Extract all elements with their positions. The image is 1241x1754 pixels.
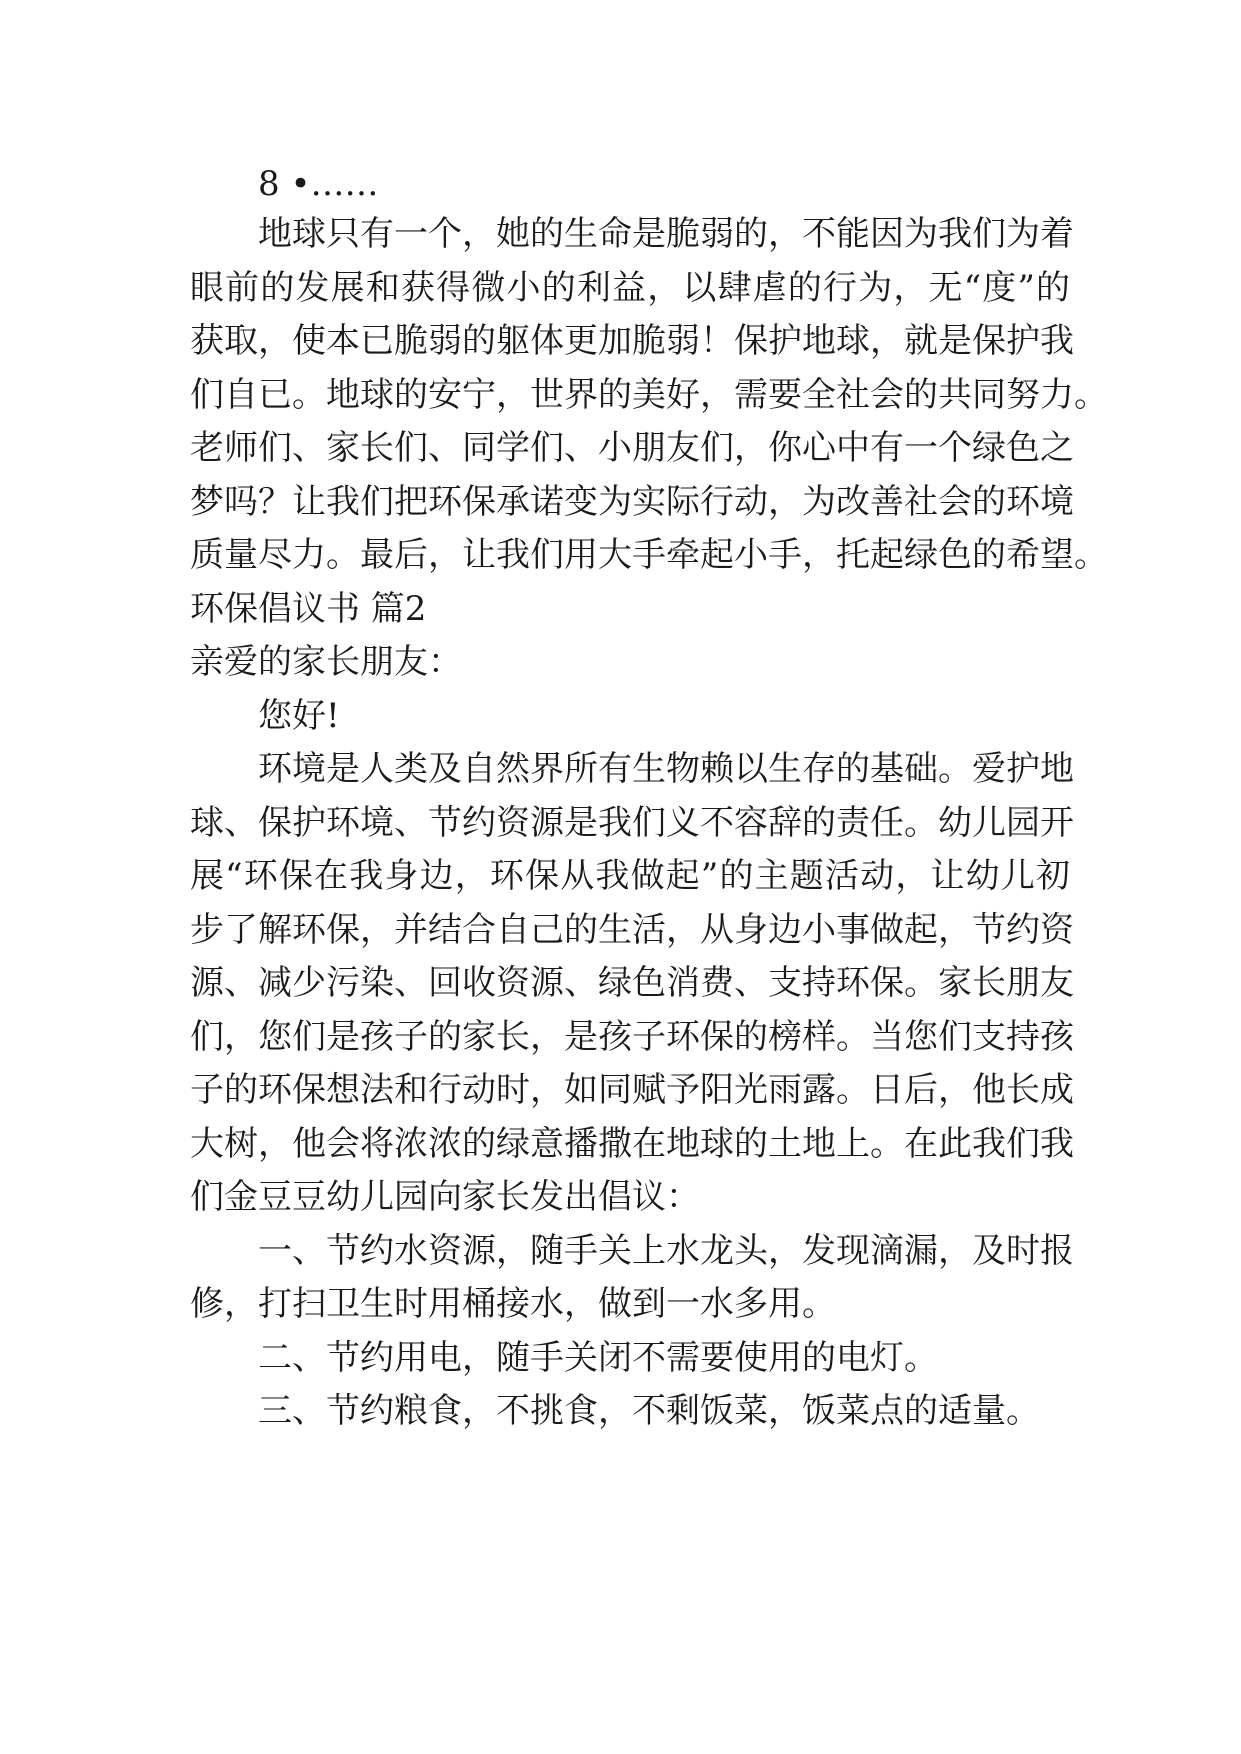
list-item: 三、节约粮食，不挑食，不剩饭菜，饭菜点的适量。 [258,1391,1040,1431]
section-title: 环保倡议书 篇2 [190,589,427,629]
paragraph-line: 环境是人类及自然界所有生物赖以生存的基础。爱护地 [258,749,1074,789]
paragraph-line: 们金豆豆幼儿园向家长发出倡议： [190,1177,700,1217]
paragraph-line: 们自已。地球的安宁，世界的美好，需要全社会的共同努力。 [190,375,1108,415]
list-item-marker: 8 •…… [258,164,379,204]
paragraph-line: 子的环保想法和行动时，如同赋予阳光雨露。日后，他长成 [190,1070,1074,1110]
paragraph-line: 步了解环保，并结合自己的生活，从身边小事做起，节约资 [190,910,1074,950]
paragraph-line: 梦吗？让我们把环保承诺变为实际行动，为改善社会的环境 [190,482,1074,522]
paragraph-line: 大树，他会将浓浓的绿意播撒在地球的土地上。在此我们我 [190,1124,1074,1164]
list-item: 一、节约水资源，随手关上水龙头，发现滴漏，及时报 [258,1231,1074,1271]
paragraph-line: 展“环保在我身边，环保从我做起”的主题活动，让幼儿初 [190,856,1070,896]
salutation: 亲爱的家长朋友： [190,642,462,682]
greeting: 您好! [258,696,340,736]
paragraph-line: 源、减少污染、回收资源、绿色消费、支持环保。家长朋友 [190,963,1074,1003]
paragraph-line: 眼前的发展和获得微小的利益，以肆虐的行为，无“度”的 [190,268,1070,308]
paragraph-line: 们，您们是孩子的家长，是孩子环保的榜样。当您们支持孩 [190,1017,1074,1057]
paragraph-line: 球、保护环境、节约资源是我们义不容辞的责任。幼儿园开 [190,803,1074,843]
list-item: 二、节约用电，随手关闭不需要使用的电灯。 [258,1338,938,1378]
paragraph-line: 获取，使本已脆弱的躯体更加脆弱！保护地球，就是保护我 [190,321,1074,361]
paragraph-line: 质量尽力。最后，让我们用大手牵起小手，托起绿色的希望。 [190,535,1108,575]
list-item-continuation: 修，打扫卫生时用桶接水，做到一水多用。 [190,1284,836,1324]
paragraph-line: 老师们、家长们、同学们、小朋友们，你心中有一个绿色之 [190,428,1074,468]
paragraph-line: 地球只有一个，她的生命是脆弱的，不能因为我们为着 [258,214,1074,254]
